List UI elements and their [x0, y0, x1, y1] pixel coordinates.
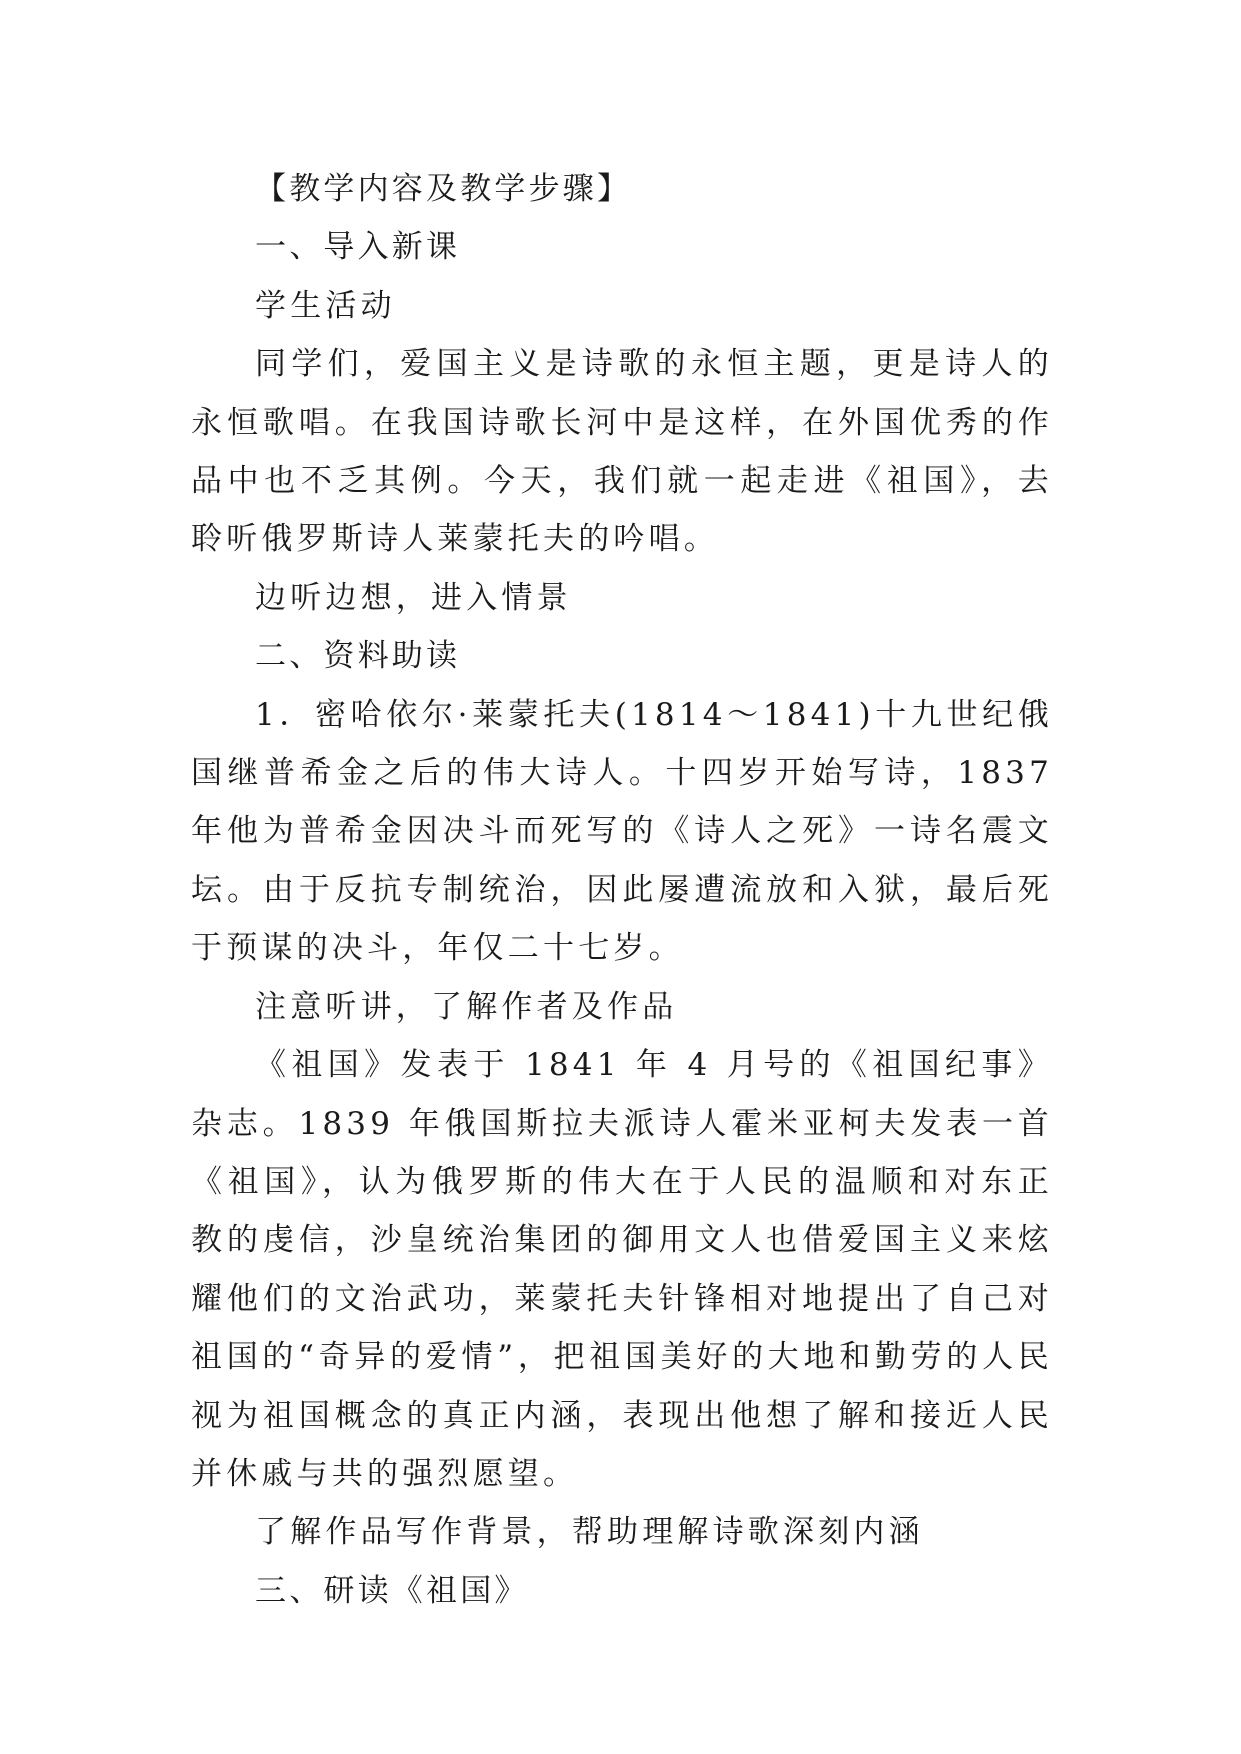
- heading-intro: 一、导入新课: [255, 229, 461, 266]
- heading-materials: 二、资料助读: [255, 638, 461, 675]
- label-background: 了解作品写作背景，帮助理解诗歌深刻内涵: [255, 1514, 924, 1551]
- label-student-activity: 学生活动: [255, 287, 396, 324]
- document-body: [191, 160, 1053, 1620]
- paragraph-intro: 同学们，爱国主义是诗歌的永恒主题，更是诗人的永恒歌唱。在我国诗歌长河中是这样，在外国优秀的作品中也不乏其例。今天，我们就一起走进《祖国》，去聆听俄罗斯诗人莱蒙托夫的吟唱。: [191, 346, 1053, 558]
- label-listen-think: 边听边想，进入情景: [255, 579, 572, 616]
- label-understand-author: 注意听讲，了解作者及作品: [255, 988, 678, 1025]
- paragraph-background: 《祖国》发表于 1841 年 4 月号的《祖国纪事》杂志。1839 年俄国斯拉夫派诗人霍米亚柯夫发表一首《祖国》，认为俄罗斯的伟大在于人民的温顺和对东正教的虔信，沙皇统治集团的御用文人也借爱国主义来炫耀他们的文治武功，莱蒙托夫针锋相对地提出了自己对祖国的“奇异的爱情”，把祖国美好的大地和勤劳的人民视为祖国概念的真正内涵，表现出他想了解和接近人民并休戚与共的强烈愿望。: [191, 1047, 1053, 1492]
- paragraph-author: 1．密哈依尔·莱蒙托夫(1814～1841)十九世纪俄国继普希金之后的伟大诗人。十四岁开始写诗，1837 年他为普希金因决斗而死写的《诗人之死》一诗名震文坛。由于反抗专制统治，因此屡遭流放和入狱，最后死于预谋的决斗，年仅二十七岁。: [191, 696, 1053, 967]
- section-title: 【教学内容及教学步骤】: [255, 171, 632, 207]
- heading-study-poem: 三、研读《祖国》: [255, 1572, 529, 1609]
